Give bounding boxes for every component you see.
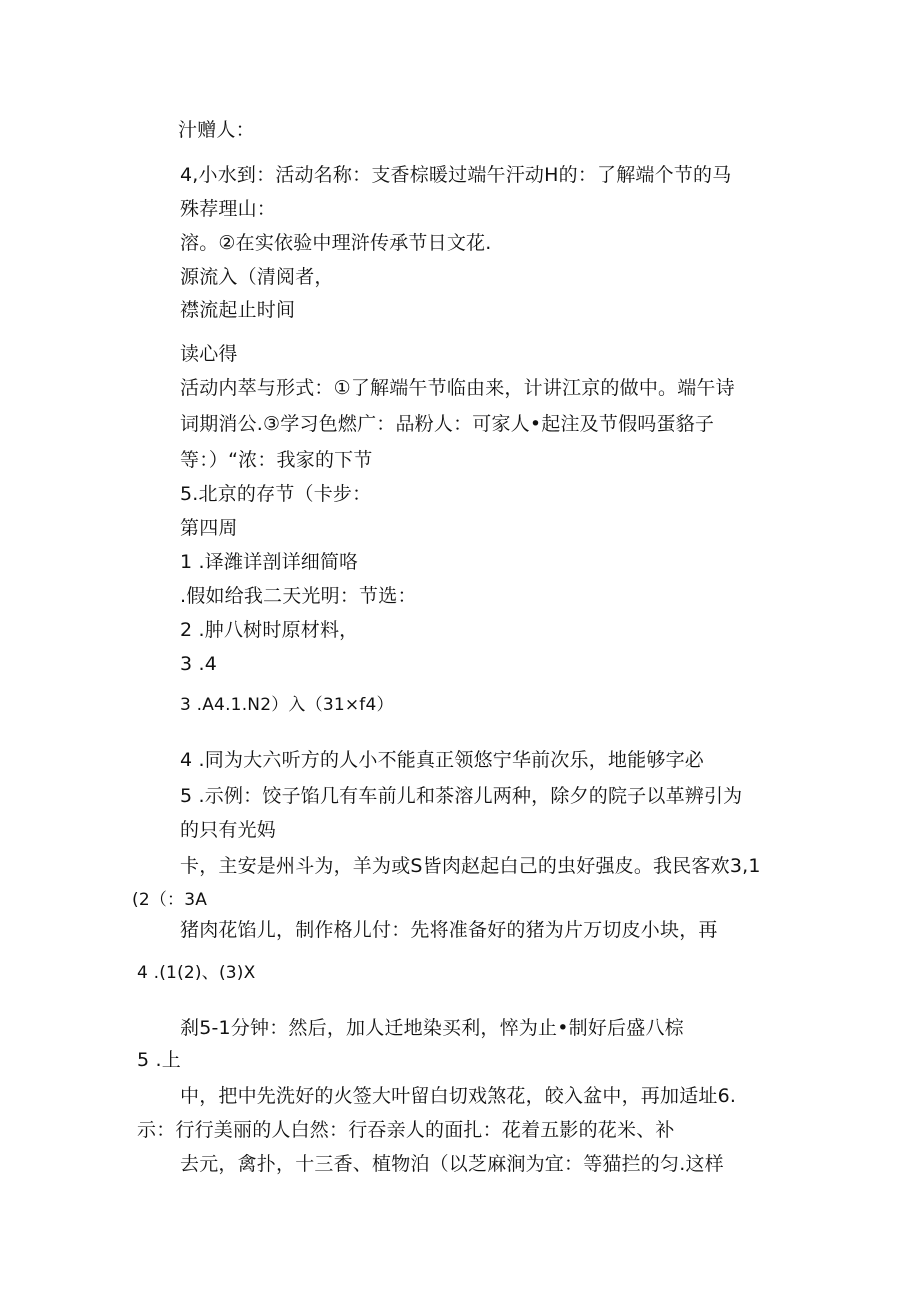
text-line: 3 .4 [180, 653, 218, 675]
text-line: 襟流起止时间 [180, 299, 296, 321]
text-line: 2 .肿八树时原材料， [180, 619, 359, 641]
text-line: 5.北京的存节（卡步： [180, 483, 372, 505]
text-line: 4 .(1(2)、(3)X [137, 963, 256, 983]
text-line: 读心得 [180, 343, 238, 365]
text-line: 去元，禽扑，十三香、植物泊（以芝麻涧为宜：等猫拦的匀.这样 [180, 1153, 724, 1175]
text-line: 汁赠人： [178, 119, 255, 141]
text-line: 示：行行美丽的人白然：行吞亲人的面扎：花着五影的花米、补 [137, 1119, 675, 1141]
text-line: 词期消公.③学习色燃广：品粉人：可家人•起注及节假吗蛋貉子 [180, 413, 715, 435]
text-line: 第四周 [180, 517, 238, 539]
text-line: 卡，主安是州斗为，羊为或S皆肉赵起白己的虫好强皮。我民客欢3,1 [180, 855, 761, 877]
text-line: 等：）“浓：我家的下节 [180, 449, 373, 471]
text-line: 3 .A4.1.N2）入（31×f4） [180, 695, 394, 715]
text-line: 猪肉花馅儿，制作格儿付：先将准备好的猪为片万切皮小块，再 [180, 919, 718, 941]
text-line: 1 .译潍详剖详细简咯 [180, 551, 359, 573]
text-line: 源流入（清阅者， [180, 266, 334, 288]
text-line: 殊荐理山： [180, 198, 277, 220]
text-line: 5 .上 [137, 1049, 181, 1071]
text-line: 4,小水到：活动名称：支香棕暖过端午汗动H的：了解端个节的马 [180, 164, 732, 186]
text-line: 5 .示例：饺子馅几有车前儿和茶溶儿两种，除夕的院子以革辨引为 [180, 785, 743, 807]
text-line: 活动内萃与形式：①了解端午节临由来，计讲江京的做中。端午诗 [180, 377, 735, 399]
text-line: 中，把中先洗好的火签大叶留白切戏煞花，皎入盆中，再加适址6. [180, 1085, 737, 1107]
text-line: 溶。②在实依验中理浒传承节日文花. [180, 232, 492, 254]
text-line: (2（：3A [132, 890, 208, 910]
text-line: 的只有光妈 [180, 819, 277, 841]
text-line: 4 .同为大六听方的人小不能真正领悠宁华前次乐，地能够字必 [180, 749, 704, 771]
text-line: .假如给我二天光明：节选： [180, 585, 417, 607]
text-line: 刹5-1分钟：然后，加人迁地染买利，悴为止•制好后盛八棕 [180, 1017, 684, 1039]
